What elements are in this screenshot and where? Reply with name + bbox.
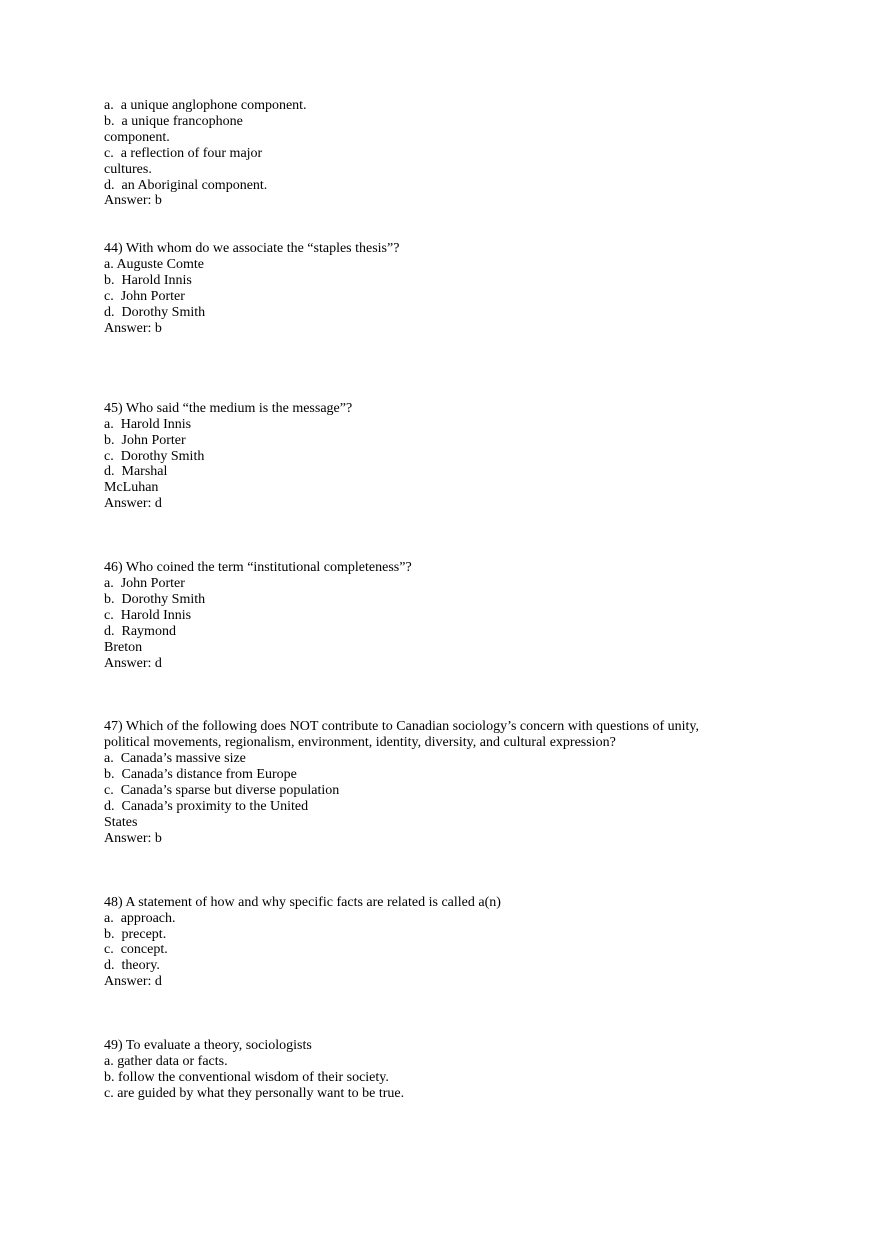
option-a: a. Canada’s massive size xyxy=(104,751,246,767)
answer: Answer: b xyxy=(104,193,162,209)
option-c: c. Dorothy Smith xyxy=(104,448,205,464)
option-d: d. Marshal xyxy=(104,464,168,480)
question-text: 49) To evaluate a theory, sociologists xyxy=(104,1038,312,1054)
question-text: 48) A statement of how and why specific facts are related is called a(n) xyxy=(104,894,501,910)
question-44 xyxy=(104,241,804,336)
option-d-continued: McLuhan xyxy=(104,480,159,496)
option-b: b. Canada’s distance from Europe xyxy=(104,767,297,783)
answer: Answer: b xyxy=(104,320,162,336)
option-d: d. Canada’s proximity to the United xyxy=(104,799,309,814)
question-text-continued: political movements, regionalism, environment, identity, diversity, and cultural expression? xyxy=(104,735,616,751)
answer: Answer: d xyxy=(104,655,162,671)
question-45 xyxy=(104,401,804,512)
answer: Answer: d xyxy=(104,496,162,512)
option-b: b. follow the conventional wisdom of their society. xyxy=(104,1069,389,1085)
option-d-continued: Breton xyxy=(104,639,143,655)
option-a: a. Harold Innis xyxy=(104,416,192,432)
option-b: b. precept. xyxy=(104,926,167,942)
option-b: b. Harold Innis xyxy=(104,273,192,289)
option-d: d. Dorothy Smith xyxy=(104,304,206,320)
option-c: c. are guided by what they personally want to be true. xyxy=(104,1085,405,1101)
question-text: 45) Who said “the medium is the message”? xyxy=(104,400,353,416)
option-b-continued: component. xyxy=(104,129,170,145)
option-a: a. a unique anglophone component. xyxy=(104,98,307,113)
answer: Answer: b xyxy=(104,830,162,846)
option-c-continued: cultures. xyxy=(104,161,152,177)
option-c: c. a reflection of four major xyxy=(104,145,263,161)
option-a: a. Auguste Comte xyxy=(104,257,204,273)
option-b: b. John Porter xyxy=(104,432,186,448)
option-d: d. an Aboriginal component. xyxy=(104,177,268,193)
question-text: 47) Which of the following does NOT contribute to Canadian sociology’s concern with questions of unity, xyxy=(104,719,700,735)
question-46 xyxy=(104,560,804,671)
question-47 xyxy=(104,719,804,846)
option-c: c. Canada’s sparse but diverse population xyxy=(104,783,340,799)
option-d-continued: States xyxy=(104,814,138,830)
option-c: c. Harold Innis xyxy=(104,607,192,623)
option-a: a. gather data or facts. xyxy=(104,1054,228,1070)
document-page xyxy=(104,98,804,1102)
question-48 xyxy=(104,895,804,990)
option-b: b. a unique francophone xyxy=(104,113,243,129)
option-d: d. Raymond xyxy=(104,623,176,639)
answer: Answer: d xyxy=(104,974,162,990)
question-text: 46) Who coined the term “institutional completeness”? xyxy=(104,560,412,576)
option-a: a. approach. xyxy=(104,910,176,926)
question-49 xyxy=(104,1038,804,1102)
option-d: d. theory. xyxy=(104,958,160,974)
option-a: a. John Porter xyxy=(104,576,185,592)
option-c: c. John Porter xyxy=(104,289,185,305)
option-c: c. concept. xyxy=(104,942,168,958)
question-43-options xyxy=(104,98,804,209)
option-b: b. Dorothy Smith xyxy=(104,591,206,607)
question-text: 44) With whom do we associate the “staples thesis”? xyxy=(104,241,400,257)
